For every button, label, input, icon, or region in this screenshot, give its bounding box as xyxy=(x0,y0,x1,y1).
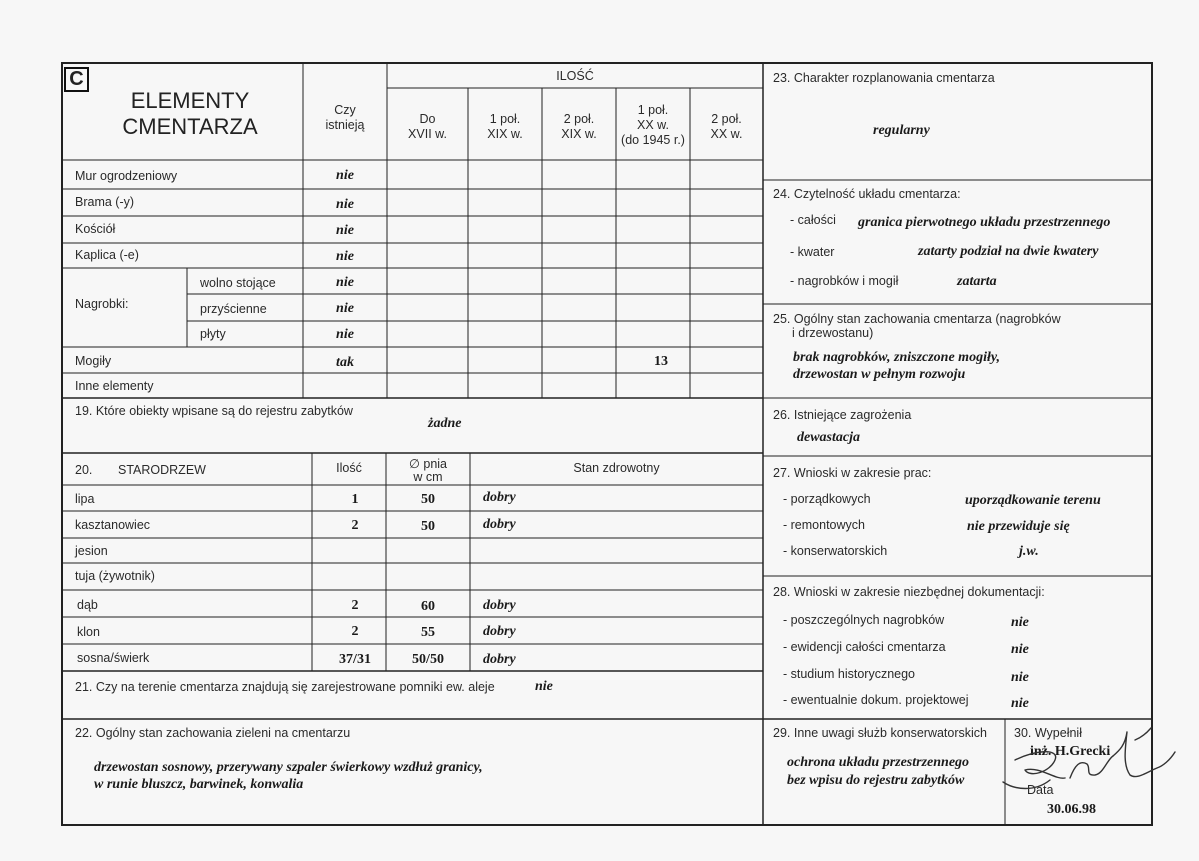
q24-item-label: - nagrobków i mogił xyxy=(790,274,899,288)
period-header-2: 1 poł. XIX w. xyxy=(487,112,523,141)
element-label: Mogiły xyxy=(75,354,112,368)
ilosc-header: ILOŚĆ xyxy=(556,69,594,83)
tree-diameter: 50/50 xyxy=(412,652,444,667)
element-label: Inne elementy xyxy=(75,379,154,393)
q28-item-label: - ewentualnie dokum. projektowej xyxy=(783,693,969,707)
q22-answer-line1: drzewostan sosnowy, przerywany szpaler świerkowy wzdłuż granicy, xyxy=(94,760,483,775)
element-value: nie xyxy=(336,327,354,342)
q27-item-answer: nie przewiduje się xyxy=(967,519,1070,534)
q19-answer: żadne xyxy=(428,416,462,431)
q23-label: 23. Charakter rozplanowania cmentarza xyxy=(773,71,995,85)
element-value: nie xyxy=(336,249,354,264)
q26-answer: dewastacja xyxy=(797,430,860,445)
q28-item-label: - ewidencji całości cmentarza xyxy=(783,640,946,654)
q28-item-label: - studium historycznego xyxy=(783,667,916,681)
tree-qty: 2 xyxy=(351,598,359,613)
q19-label: 19. Które obiekty wpisane są do rejestru zabytków xyxy=(75,404,353,418)
tree-diameter: 60 xyxy=(421,599,435,614)
element-value: nie xyxy=(336,275,354,290)
element-label: Kaplica (-e) xyxy=(75,248,139,262)
q29-answer-line1: ochrona układu przestrzennego xyxy=(787,755,970,770)
element-label: Mur ogrodzeniowy xyxy=(75,169,178,183)
q25-answer-line2: drzewostan w pełnym rozwoju xyxy=(793,367,966,382)
element-value: nie xyxy=(336,168,354,183)
q20-col-pnia: ∅ pnia w cm xyxy=(409,457,447,484)
tree-name: lipa xyxy=(75,492,95,506)
tree-state: dobry xyxy=(483,624,516,639)
period-header-3: 2 poł. XIX w. xyxy=(561,112,597,141)
element-value: tak xyxy=(336,355,354,370)
tree-name: sosna/świerk xyxy=(77,651,150,665)
tree-diameter: 50 xyxy=(421,519,435,534)
q27-label: 27. Wnioski w zakresie prac: xyxy=(773,466,932,480)
tree-state: dobry xyxy=(483,490,516,505)
q24-item-answer: zatarta xyxy=(957,274,997,289)
q22-label: 22. Ogólny stan zachowania zieleni na cmentarzu xyxy=(75,726,351,740)
form-title-line1: ELEMENTY xyxy=(130,88,250,113)
nagrobki-label: Nagrobki: xyxy=(75,297,129,311)
form-title-line2: CMENTARZA xyxy=(122,114,258,139)
q28-item-answer: nie xyxy=(1011,696,1029,711)
q27-item-answer: uporządkowanie terenu xyxy=(965,493,1101,508)
col-exists-line2: istnieją xyxy=(325,118,365,132)
q30-date-label: Data xyxy=(1027,783,1054,797)
element-label: wolno stojące xyxy=(200,276,276,290)
col-exists-line1: Czy xyxy=(334,103,356,117)
q21-answer: nie xyxy=(535,679,553,694)
q28-item-label: - poszczególnych nagrobków xyxy=(783,613,945,627)
tree-diameter: 55 xyxy=(421,625,435,640)
graves-count: 13 xyxy=(654,354,668,369)
q24-label: 24. Czytelność układu cmentarza: xyxy=(773,187,961,201)
form-title xyxy=(100,88,280,140)
col-exists-header xyxy=(303,103,387,133)
q20-col-ilosc: Ilość xyxy=(336,461,362,475)
q28-label: 28. Wnioski w zakresie niezbędnej dokumentacji: xyxy=(773,585,1045,599)
tree-state: dobry xyxy=(483,652,516,667)
q30-date: 30.06.98 xyxy=(1047,802,1096,817)
q24-item-answer: granica pierwotnego układu przestrzennego xyxy=(858,215,1111,230)
element-label: płyty xyxy=(200,327,226,341)
q29-answer-line2: bez wpisu do rejestru zabytków xyxy=(787,773,965,788)
q24-item-label: - całości xyxy=(790,213,836,227)
element-value: nie xyxy=(336,223,354,238)
tree-qty: 37/31 xyxy=(339,652,371,667)
period-header-1: Do XVII w. xyxy=(408,112,447,141)
element-value: nie xyxy=(336,197,354,212)
tree-qty: 1 xyxy=(351,492,359,507)
q24-item-label: - kwater xyxy=(790,245,835,259)
q28-item-answer: nie xyxy=(1011,670,1029,685)
q27-item-label: - remontowych xyxy=(783,518,865,532)
tree-state: dobry xyxy=(483,598,516,613)
q23-answer: regularny xyxy=(873,123,930,138)
tree-name: tuja (żywotnik) xyxy=(75,569,155,583)
element-label: Kościół xyxy=(75,222,116,236)
q22-answer-line2: w runie bluszcz, barwinek, konwalia xyxy=(94,777,304,792)
tree-qty: 2 xyxy=(351,624,359,639)
q27-item-answer: j.w. xyxy=(1019,544,1039,559)
element-label: przyścienne xyxy=(200,302,267,316)
q27-item-label: - konserwatorskich xyxy=(783,544,888,558)
q24-item-answer: zatarty podział na dwie kwatery xyxy=(918,244,1099,259)
period-header-4: 1 poł. XX w. (do 1945 r.) xyxy=(621,103,685,147)
q28-item-answer: nie xyxy=(1011,642,1029,657)
tree-name: dąb xyxy=(77,598,98,612)
q20-title: STARODRZEW xyxy=(118,463,206,477)
tree-state: dobry xyxy=(483,517,516,532)
element-label: Brama (-y) xyxy=(75,195,135,209)
q20-number: 20. xyxy=(75,463,93,477)
tree-name: klon xyxy=(77,625,100,639)
tree-qty: 2 xyxy=(351,518,359,533)
q29-label: 29. Inne uwagi służb konserwatorskich xyxy=(773,726,988,740)
q27-item-label: - porządkowych xyxy=(783,492,871,506)
q30-label: 30. Wypełnił xyxy=(1014,726,1082,740)
q26-label: 26. Istniejące zagrożenia xyxy=(773,408,912,422)
period-header-5: 2 poł. XX w. xyxy=(710,112,743,141)
q20-col-stan: Stan zdrowotny xyxy=(573,461,660,475)
tree-name: kasztanowiec xyxy=(75,518,151,532)
section-letter-box: C xyxy=(64,67,89,92)
q28-item-answer: nie xyxy=(1011,615,1029,630)
q25-label: 25. Ogólny stan zachowania cmentarza (nagrobków i drzewostanu) xyxy=(773,312,1061,340)
signature-icon xyxy=(995,720,1185,805)
q21-label: 21. Czy na terenie cmentarza znajdują się zarejestrowane pomniki ew. aleje xyxy=(75,680,495,694)
q30-name: inż. H.Grecki xyxy=(1030,744,1111,759)
tree-diameter: 50 xyxy=(421,492,435,507)
q25-answer-line1: brak nagrobków, zniszczone mogiły, xyxy=(793,350,1001,365)
element-value: nie xyxy=(336,301,354,316)
tree-name: jesion xyxy=(75,544,108,558)
